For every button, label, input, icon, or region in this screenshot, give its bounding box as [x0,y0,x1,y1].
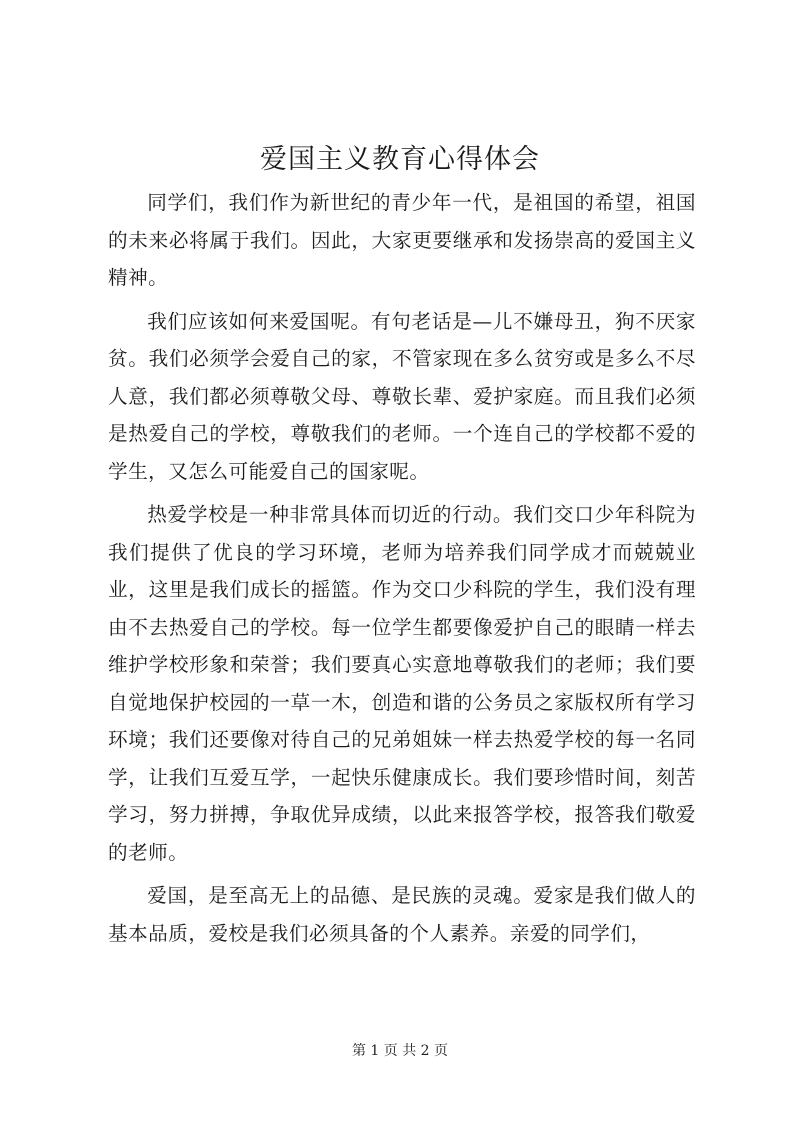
paragraph: 爱国，是至高无上的品德、是民族的灵魂。爱家是我们做人的基本品质，爱校是我们必须具备的个人素养。亲爱的同学们， [108,884,696,945]
page-number: 第 1 页 共 2 页 [351,1043,449,1059]
document-body [108,184,696,958]
paragraph: 我们应该如何来爱国呢。有句老话是—儿不嫌母丑，狗不厌家贫。我们必须学会爱自己的家，不管家现在多么贫穷或是多么不尽人意，我们都必须尊敬父母、尊敬长辈、爱护家庭。而且我们必须是热爱自己的学校，尊敬我们的老师。一个连自己的学校都不爱的学生，又怎么可能爱自己的国家呢。 [108,309,696,483]
paragraph: 同学们，我们作为新世纪的青少年一代，是祖国的希望，祖国的未来必将属于我们。因此，大家更要继承和发扬崇高的爱国主义精神。 [108,191,696,289]
page-title: 爱国主义教育心得体会 [260,144,540,175]
paragraph: 热爱学校是一种非常具体而切近的行动。我们交口少年科院为我们提供了优良的学习环境，老师为培养我们同学成才而兢兢业业，这里是我们成长的摇篮。作为交口少科院的学生，我们没有理由不去热爱自己的学校。每一位学生都要像爱护自己的眼睛一样去维护学校形象和荣誉；我们要真心实意地尊敬我们的老师；我们要自觉地保护校园的一草一木，创造和谐的公务员之家版权所有学习环境；我们还要像对待自己的兄弟姐妹一样去热爱学校的每一名同学，让我们互爱互学，一起快乐健康成长。我们要珍惜时间，刻苦学习，努力拼搏，争取优异成绩，以此来报答学校，报答我们敬爱的老师。 [108,503,696,864]
page-footer [0,1042,800,1060]
